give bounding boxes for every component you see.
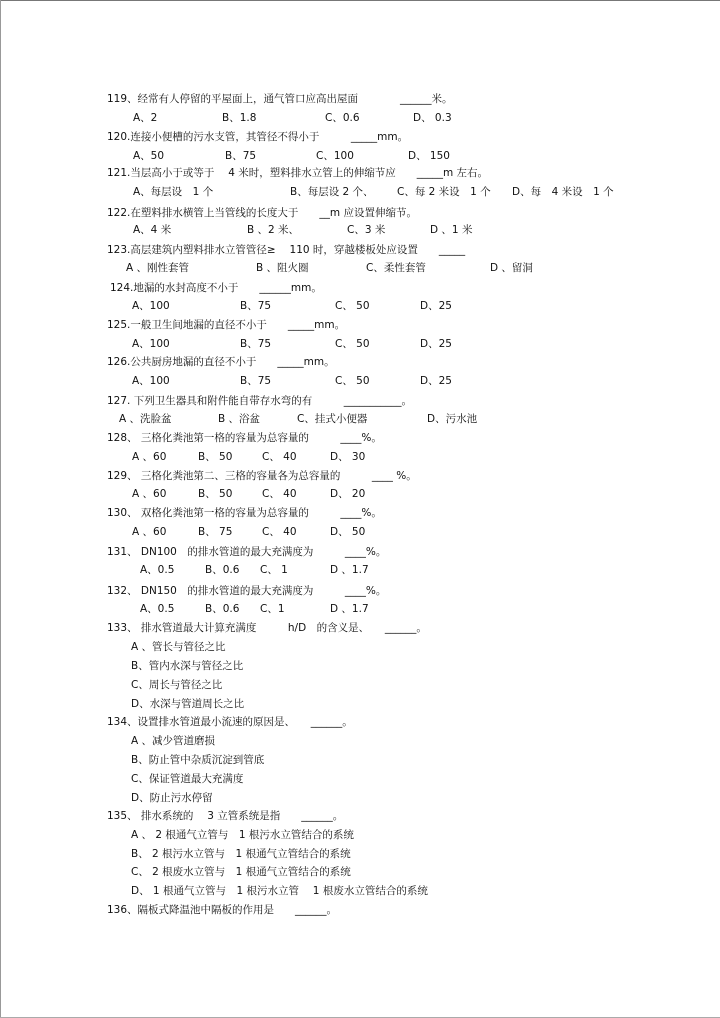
question-135-option: B、 2 根污水立管与 1 根通气立管结合的系统 (131, 848, 351, 860)
question-121-option: A、每层设 1 个 (133, 186, 214, 198)
question-125-option: B、75 (240, 338, 272, 350)
question-124-option: C、 50 (335, 300, 370, 312)
question-128-stem: 128、 三格化粪池第一格的容量为总容量的 ____%。 (107, 432, 382, 444)
question-119-option: A、2 (133, 112, 158, 124)
question-128-option: C、 40 (262, 451, 297, 463)
question-124-option: B、75 (240, 300, 272, 312)
question-131-option: A、0.5 (140, 564, 175, 576)
question-131-option: C、 1 (260, 564, 288, 576)
question-122-option: D 、1 米 (430, 224, 473, 236)
question-120-option: A、50 (133, 150, 165, 162)
question-120-stem: 120.连接小便槽的污水支管，其管径不得小于 _____mm。 (107, 131, 409, 143)
question-128-option: D、 30 (330, 451, 366, 463)
question-127-option: C、挂式小便器 (297, 413, 368, 425)
question-127-option: B 、浴盆 (218, 413, 261, 425)
question-126-option: C、 50 (335, 375, 370, 387)
question-124-option: A、100 (132, 300, 170, 312)
question-121-option: D、每 4 米设 1 个 (512, 186, 614, 198)
question-133-option: A 、管长与管径之比 (131, 641, 226, 653)
question-130-option: A 、60 (132, 526, 167, 538)
question-132-option: B、0.6 (205, 603, 240, 615)
question-120-option: B、75 (225, 150, 257, 162)
question-126-stem: 126.公共厨房地漏的直径不小于 _____mm。 (107, 356, 335, 368)
question-132-option: A、0.5 (140, 603, 175, 615)
question-130-option: D、 50 (330, 526, 366, 538)
question-134-option: B、防止管中杂质沉淀到管底 (131, 754, 265, 766)
question-125-stem: 125.一般卫生间地漏的直径不小于 _____mm。 (107, 319, 346, 331)
question-127-option: D、污水池 (427, 413, 478, 425)
question-119-option: B、1.8 (222, 112, 257, 124)
question-134-stem: 134、设置排水管道最小流速的原因是、 ______。 (107, 716, 353, 728)
question-129-option: B、 50 (198, 488, 233, 500)
question-129-stem: 129、 三格化粪池第二、三格的容量各为总容量的 ____ %。 (107, 470, 417, 482)
question-123-option: D 、留洞 (490, 262, 533, 274)
question-130-option: B、 75 (198, 526, 233, 538)
question-129-option: C、 40 (262, 488, 297, 500)
question-120-option: C、100 (316, 150, 354, 162)
question-132-option: D 、1.7 (330, 603, 369, 615)
question-131-option: D 、1.7 (330, 564, 369, 576)
question-135-option: A 、 2 根通气立管与 1 根污水立管结合的系统 (131, 829, 354, 841)
question-120-option: D、 150 (408, 150, 450, 162)
question-123-option: C、柔性套管 (366, 262, 426, 274)
question-122-option: C、3 米 (347, 224, 386, 236)
question-134-option: A 、减少管道磨损 (131, 735, 216, 747)
question-129-option: D、 20 (330, 488, 366, 500)
question-122-stem: 122.在塑料排水横管上当管线的长度大于 __m 应设置伸缩节。 (107, 207, 417, 219)
question-136-stem: 136、隔板式降温池中隔板的作用是 ______。 (107, 904, 338, 916)
question-128-option: B、 50 (198, 451, 233, 463)
question-131-stem: 131、 DN100 的排水管道的最大充满度为 ____%。 (107, 546, 387, 558)
question-127-stem: 127. 下列卫生器具和附件能自带存水弯的有 ___________。 (107, 395, 412, 407)
question-126-option: D、25 (420, 375, 452, 387)
question-119-option: C、0.6 (325, 112, 360, 124)
question-132-stem: 132、 DN150 的排水管道的最大充满度为 ____%。 (107, 585, 387, 597)
question-125-option: A、100 (132, 338, 170, 350)
question-130-stem: 130、 双格化粪池第一格的容量为总容量的 ____%。 (107, 507, 382, 519)
question-131-option: B、0.6 (205, 564, 240, 576)
question-121-option: C、每 2 米设 1 个 (397, 186, 491, 198)
question-135-stem: 135、 排水系统的 3 立管系统是指 ______。 (107, 810, 344, 822)
question-133-option: D、水深与管道周长之比 (131, 698, 245, 710)
question-135-option: D、 1 根通气立管与 1 根污水立管 1 根废水立管结合的系统 (131, 885, 428, 897)
question-130-option: C、 40 (262, 526, 297, 538)
question-125-option: C、 50 (335, 338, 370, 350)
question-135-option: C、 2 根废水立管与 1 根通气立管结合的系统 (131, 866, 351, 878)
question-127-option: A 、洗脸盆 (119, 413, 172, 425)
question-132-option: C、1 (260, 603, 285, 615)
question-123-stem: 123.高层建筑内塑料排水立管管径≥ 110 时，穿越楼板处应设置 _____ (107, 244, 466, 256)
question-119-option: D、 0.3 (413, 112, 452, 124)
question-128-option: A 、60 (132, 451, 167, 463)
question-124-stem: 124.地漏的水封高度不小于 ______mm。 (110, 282, 322, 294)
question-123-option: A 、刚性套管 (126, 262, 190, 274)
question-134-option: C、保证管道最大充满度 (131, 773, 244, 785)
question-121-option: B、每层设 2 个、 (290, 186, 374, 198)
question-133-stem: 133、 排水管道最大计算充满度 h/D 的含义是、 ______。 (107, 622, 427, 634)
question-125-option: D、25 (420, 338, 452, 350)
question-119-stem: 119、经常有人停留的平屋面上，通气管口应高出屋面 ______米。 (107, 93, 453, 105)
question-134-option: D、防止污水停留 (131, 792, 213, 804)
question-123-option: B 、阻火圈 (256, 262, 309, 274)
question-126-option: A、100 (132, 375, 170, 387)
question-126-option: B、75 (240, 375, 272, 387)
question-122-option: B 、2 米、 (247, 224, 300, 236)
question-129-option: A 、60 (132, 488, 167, 500)
question-133-option: C、周长与管径之比 (131, 679, 223, 691)
question-121-stem: 121.当层高小于或等于 4 米时，塑料排水立管上的伸缩节应 _____m 左右。 (107, 167, 489, 179)
question-124-option: D、25 (420, 300, 452, 312)
question-133-option: B、管内水深与管径之比 (131, 660, 244, 672)
question-122-option: A、4 米 (133, 224, 172, 236)
